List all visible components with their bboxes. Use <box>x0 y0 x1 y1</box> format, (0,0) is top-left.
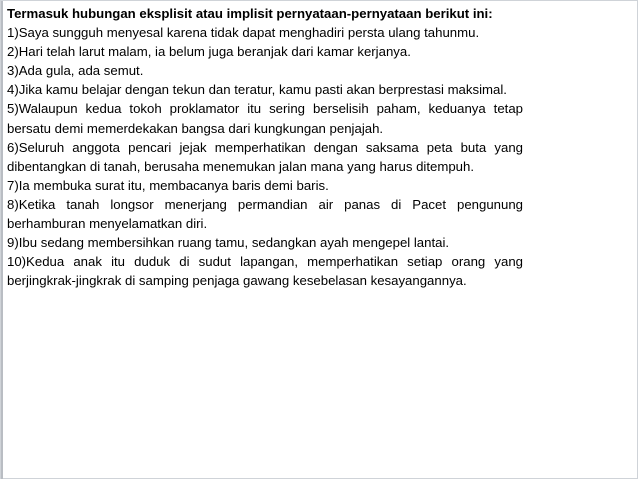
statement-10: 10)Kedua anak itu duduk di sudut lapangan, memperhatikan setiap orang yang berjingkrak-jingkrak di samping penjaga gawang kesebelasan kesayangannya. <box>7 254 523 289</box>
statement-8: 8)Ketika tanah longsor menerjang permandian air panas di Pacet pengunung berhamburan menyelamatkan diri. <box>7 196 523 232</box>
statement-5: 5)Walaupun kedua tokoh proklamator itu sering berselisih paham, keduanya tetap bersatu demi memerdekakan bangsa dari kungkungan penjajah. <box>7 101 523 136</box>
statement-4: 4)Jika kamu belajar dengan tekun dan teratur, kamu pasti akan berprestasi maksimal. <box>7 82 507 98</box>
slide-body <box>7 4 523 290</box>
question-title: Termasuk hubungan eksplisit atau implisit pernyataan-pernyataan berikut ini: <box>7 6 493 21</box>
slide-edge <box>1 1 3 479</box>
statement-7: 7)Ia membuka surat itu, membacanya baris demi baris. <box>7 177 329 193</box>
statement-6: 6)Seluruh anggota pencari jejak memperhatikan dengan saksama peta buta yang dibentangkan di tanah, berusaha menemukan jalan mana yang harus ditempuh. <box>7 139 523 174</box>
statement-1: 1)Saya sungguh menyesal karena tidak dapat menghadiri persta ulang tahunmu. <box>7 25 480 41</box>
statement-9: 9)Ibu sedang membersihkan ruang tamu, sedangkan ayah mengepel lantai. <box>7 235 450 251</box>
statement-2: 2)Hari telah larut malam, ia belum juga beranjak dari kamar kerjanya. <box>7 44 411 60</box>
statement-3: 3)Ada gula, ada semut. <box>7 63 144 79</box>
